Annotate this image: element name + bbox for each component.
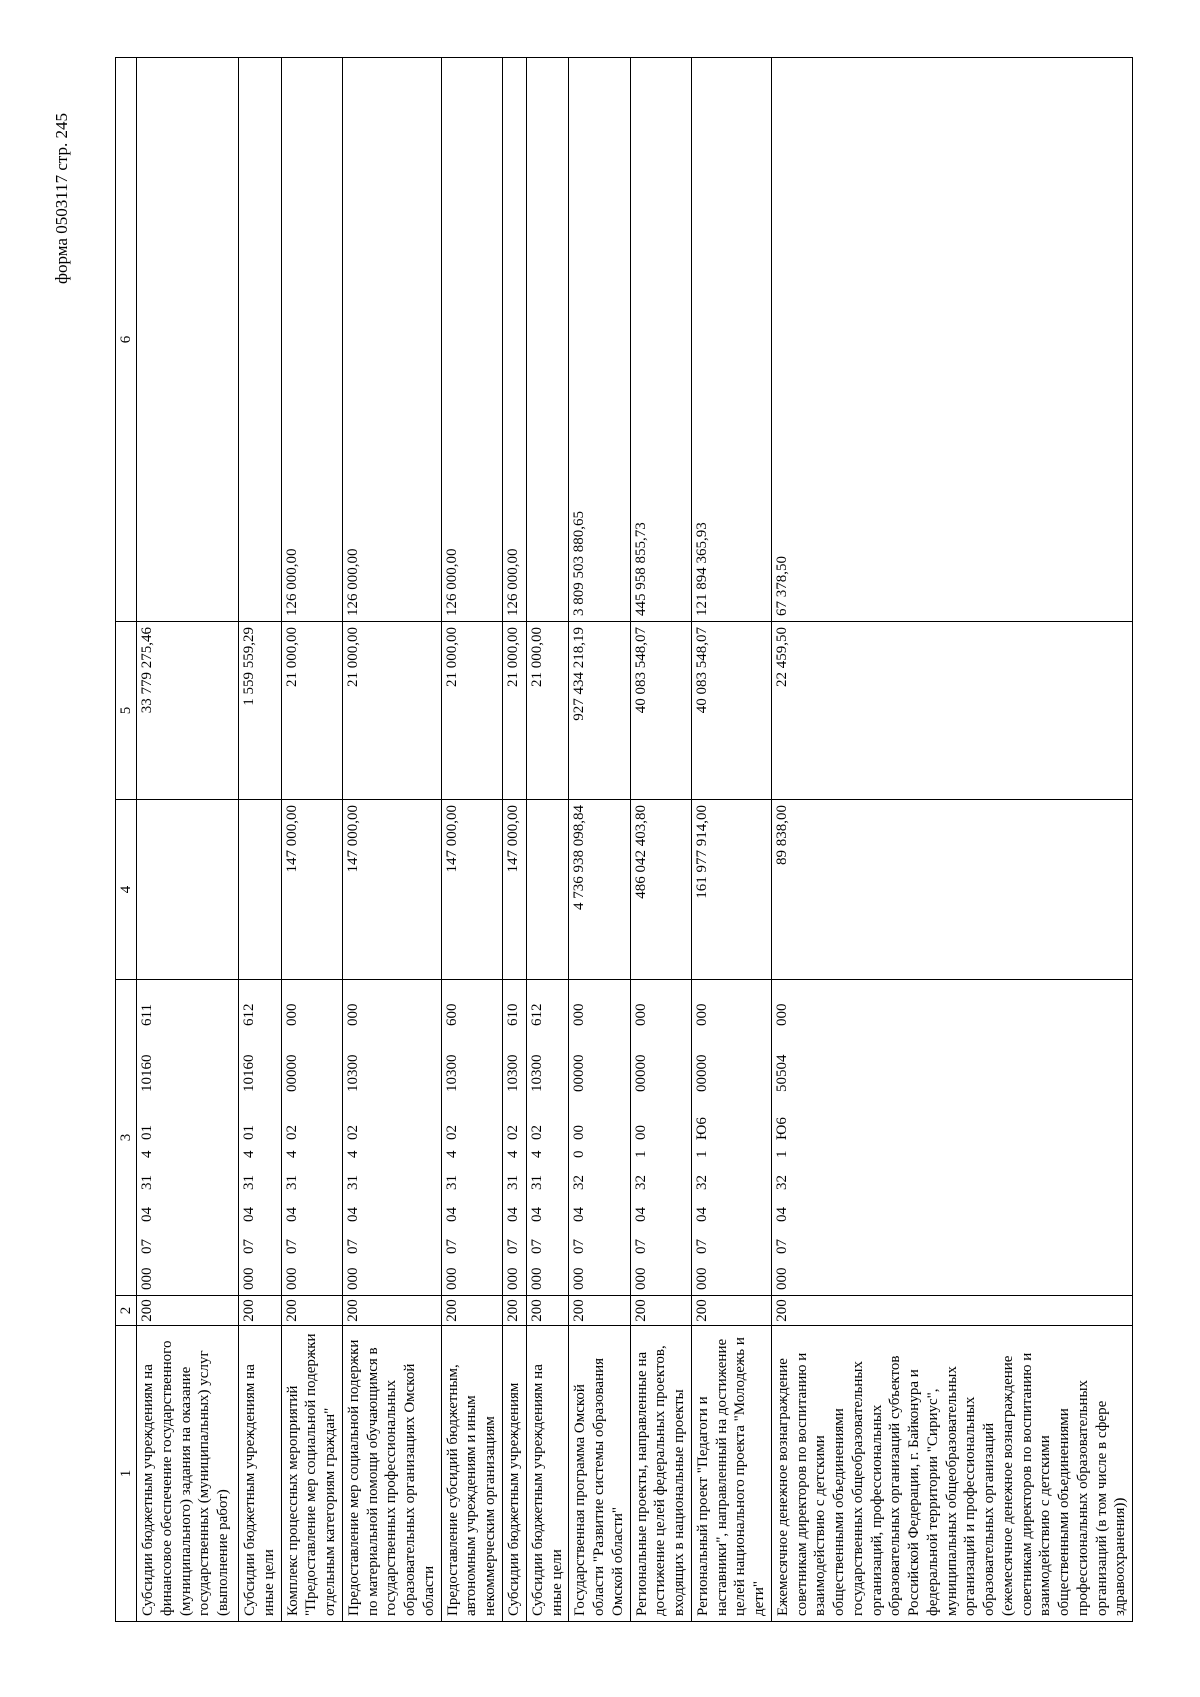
col-header: 5: [116, 622, 137, 800]
code-segment: 4: [344, 1150, 361, 1158]
line-code: 200: [342, 1296, 441, 1326]
code-segment: 04: [632, 1207, 649, 1222]
code-parts: [571, 985, 588, 1290]
code-segment: 31: [241, 1175, 257, 1190]
code-segment: 000: [504, 1267, 521, 1290]
code-segment: 000: [773, 1003, 790, 1026]
line-code: 200: [526, 1296, 569, 1326]
code-parts: [241, 985, 258, 1290]
code-segment: 4: [139, 1150, 155, 1158]
code-segment: 02: [283, 1125, 300, 1140]
col-header: 3: [116, 980, 137, 1296]
budget-classification-code: [771, 980, 1132, 1296]
code-segment: 04: [504, 1207, 521, 1222]
code-segment: 31: [504, 1175, 521, 1190]
code-segment: 31: [139, 1175, 155, 1190]
code-segment: 04: [693, 1207, 710, 1222]
approved-amount: 147 000,00: [281, 800, 342, 980]
line-code: 200: [239, 1296, 282, 1326]
line-code: 200: [502, 1296, 526, 1326]
code-segment: 00: [571, 1125, 588, 1140]
table-row: [137, 58, 239, 1622]
budget-classification-code: [281, 980, 342, 1296]
code-segment: 10300: [443, 1054, 460, 1092]
code-segment: 07: [443, 1239, 460, 1254]
code-segment: 02: [504, 1125, 521, 1140]
code-segment: 07: [283, 1239, 300, 1254]
code-segment: 00000: [632, 1054, 649, 1092]
code-segment: 000: [571, 1267, 588, 1290]
executed-amount: 40 083 548,07: [691, 622, 771, 800]
code-segment: 02: [528, 1125, 545, 1140]
col-header: 6: [116, 58, 137, 622]
code-segment: 32: [693, 1175, 710, 1190]
unexecuted-amount: 126 000,00: [281, 58, 342, 622]
unexecuted-amount: 67 378,50: [771, 58, 1132, 622]
budget-classification-code: [441, 980, 502, 1296]
code-segment: 31: [443, 1175, 460, 1190]
form-page-label: форма 0503117 стр. 245: [52, 113, 71, 284]
code-segment: 4: [241, 1150, 257, 1158]
code-segment: 04: [241, 1207, 257, 1222]
code-segment: 32: [773, 1175, 790, 1190]
table-row: [771, 58, 1132, 1622]
code-segment: 07: [632, 1239, 649, 1254]
budget-classification-code: [526, 980, 569, 1296]
table-row: [239, 58, 282, 1622]
code-parts: [444, 985, 461, 1290]
row-name: Комплекс процессных мероприятий "Предоставление мер социальной подержки отдельным категориям граждан": [281, 1326, 342, 1622]
code-segment: 10160: [241, 1054, 257, 1092]
row-name: Субсидии бюджетным учреждениям: [502, 1326, 526, 1622]
code-segment: 31: [528, 1175, 545, 1190]
code-segment: 000: [693, 1003, 710, 1026]
unexecuted-amount: 121 894 365,93: [691, 58, 771, 622]
code-segment: 07: [241, 1239, 257, 1254]
executed-amount: 1 559 559,29: [239, 622, 282, 800]
unexecuted-amount: [239, 58, 282, 622]
approved-amount: [239, 800, 282, 980]
code-segment: 07: [571, 1239, 588, 1254]
code-segment: 4: [528, 1150, 545, 1158]
executed-amount: 21 000,00: [342, 622, 441, 800]
code-parts: [505, 985, 522, 1290]
code-segment: 31: [344, 1175, 361, 1190]
code-segment: Ю6: [773, 1117, 790, 1140]
executed-amount: 33 779 275,46: [137, 622, 239, 800]
code-parts: [284, 985, 301, 1290]
line-code: 200: [630, 1296, 691, 1326]
code-segment: 4: [443, 1150, 460, 1158]
approved-amount: 4 736 938 098,84: [569, 800, 630, 980]
unexecuted-amount: 3 809 503 880,65: [569, 58, 630, 622]
code-segment: 000: [283, 1267, 300, 1290]
code-parts: [694, 985, 711, 1290]
code-segment: 32: [571, 1175, 588, 1190]
budget-classification-code: [239, 980, 282, 1296]
code-segment: 00000: [571, 1054, 588, 1092]
table-row: [569, 58, 630, 1622]
row-name: Региональный проект "Педагоги и наставники", направленный на достижение целей национального проекта "Молодежь и дети": [691, 1326, 771, 1622]
code-segment: 000: [773, 1267, 790, 1290]
col-header: 2: [116, 1296, 137, 1326]
executed-amount: 22 459,50: [771, 622, 1132, 800]
table-row: [441, 58, 502, 1622]
unexecuted-amount: 126 000,00: [502, 58, 526, 622]
code-segment: 612: [241, 1003, 257, 1026]
code-parts: [345, 985, 362, 1290]
code-segment: Ю6: [693, 1117, 710, 1140]
code-segment: 10300: [504, 1054, 521, 1092]
col-header: 4: [116, 800, 137, 980]
code-segment: 31: [283, 1175, 300, 1190]
table-row: [342, 58, 441, 1622]
code-segment: 000: [344, 1003, 361, 1026]
code-segment: 32: [632, 1175, 649, 1190]
code-segment: 612: [528, 1003, 545, 1026]
code-segment: 04: [344, 1207, 361, 1222]
approved-amount: 147 000,00: [502, 800, 526, 980]
code-segment: 4: [504, 1150, 521, 1158]
code-segment: 000: [443, 1267, 460, 1290]
code-segment: 02: [344, 1125, 361, 1140]
code-segment: 10160: [139, 1054, 155, 1092]
executed-amount: 21 000,00: [441, 622, 502, 800]
budget-classification-code: [137, 980, 239, 1296]
col-header: 1: [116, 1326, 137, 1622]
row-name: Региональные проекты, направленные на достижение целей федеральных проектов, входящих в национальные проекты: [630, 1326, 691, 1622]
table-row: [691, 58, 771, 1622]
code-parts: [633, 985, 650, 1290]
table-header-row: [116, 58, 137, 1622]
table-row: [630, 58, 691, 1622]
code-segment: 02: [443, 1125, 460, 1140]
code-segment: 00000: [283, 1054, 300, 1092]
code-segment: 000: [571, 1003, 588, 1026]
approved-amount: 147 000,00: [441, 800, 502, 980]
executed-amount: 927 434 218,19: [569, 622, 630, 800]
line-code: 200: [691, 1296, 771, 1326]
code-segment: 1: [632, 1150, 649, 1158]
code-segment: 0: [571, 1150, 588, 1158]
row-name: Предоставление мер социальной подержки по материальной помощи обучающимся в государственных профессиональных образовательных организациях Омской области: [342, 1326, 441, 1622]
code-segment: 000: [283, 1003, 300, 1026]
budget-classification-code: [691, 980, 771, 1296]
code-parts: [529, 985, 546, 1290]
code-segment: 4: [283, 1150, 300, 1158]
approved-amount: 161 977 914,00: [691, 800, 771, 980]
row-name: Субсидии бюджетным учреждениям на финансовое обеспечение государственного (муниципального) задания на оказание государственных (муниципальных) услуг (выполнение работ): [137, 1326, 239, 1622]
code-segment: 600: [443, 1003, 460, 1026]
line-code: 200: [771, 1296, 1132, 1326]
code-segment: 01: [139, 1125, 155, 1140]
code-segment: 04: [443, 1207, 460, 1222]
code-segment: 04: [773, 1207, 790, 1222]
code-segment: 610: [504, 1003, 521, 1026]
code-parts: [139, 985, 156, 1290]
table-row: [502, 58, 526, 1622]
budget-classification-code: [569, 980, 630, 1296]
code-segment: 00: [632, 1125, 649, 1140]
table-body: [137, 58, 1133, 1622]
budget-classification-code: [630, 980, 691, 1296]
code-segment: 1: [693, 1150, 710, 1158]
code-segment: 000: [693, 1267, 710, 1290]
code-segment: 07: [504, 1239, 521, 1254]
budget-classification-code: [502, 980, 526, 1296]
approved-amount: 89 838,00: [771, 800, 1132, 980]
code-segment: 50504: [773, 1054, 790, 1092]
row-name: Ежемесячное денежное вознаграждение советникам директоров по воспитанию и взаимодействию с детскими общественными объединениями государственных общеобразовательных организаций, профессиональных образовательных организаций субъектов Российской Федерации, г. Байконура и федеральной территории "Сириус", муниципальных общеобразовательных организаций и профессиональных образовательных организаций (ежемесячное денежное вознаграждение советникам директоров по воспитанию и взаимодействию с детскими общественными объединениями профессиональных образовательных организаций (в том числе в сфере здравоохранения)): [771, 1326, 1132, 1622]
code-segment: 10300: [528, 1054, 545, 1092]
rotated-table-container: [115, 58, 1129, 1622]
code-segment: 04: [139, 1207, 155, 1222]
approved-amount: 147 000,00: [342, 800, 441, 980]
row-name: Государственная программа Омской области "Развитие системы образования Омской области": [569, 1326, 630, 1622]
executed-amount: 21 000,00: [526, 622, 569, 800]
approved-amount: 486 042 403,80: [630, 800, 691, 980]
code-segment: 04: [283, 1207, 300, 1222]
code-segment: 611: [139, 1004, 155, 1026]
unexecuted-amount: [137, 58, 239, 622]
executed-amount: 21 000,00: [281, 622, 342, 800]
page-header: [51, 44, 73, 284]
code-segment: 01: [241, 1125, 257, 1140]
code-segment: 1: [773, 1150, 790, 1158]
code-segment: 000: [139, 1267, 155, 1290]
code-segment: 10300: [344, 1054, 361, 1092]
budget-classification-code: [342, 980, 441, 1296]
code-segment: 000: [632, 1267, 649, 1290]
executed-amount: 21 000,00: [502, 622, 526, 800]
line-code: 200: [137, 1296, 239, 1326]
line-code: 200: [569, 1296, 630, 1326]
row-name: Субсидии бюджетным учреждениям на иные цели: [526, 1326, 569, 1622]
code-segment: 000: [528, 1267, 545, 1290]
unexecuted-amount: 126 000,00: [441, 58, 502, 622]
approved-amount: [526, 800, 569, 980]
unexecuted-amount: 126 000,00: [342, 58, 441, 622]
executed-amount: 40 083 548,07: [630, 622, 691, 800]
code-segment: 07: [139, 1239, 155, 1254]
line-code: 200: [281, 1296, 342, 1326]
unexecuted-amount: 445 958 855,73: [630, 58, 691, 622]
code-segment: 04: [571, 1207, 588, 1222]
code-segment: 000: [632, 1003, 649, 1026]
unexecuted-amount: [526, 58, 569, 622]
code-segment: 000: [344, 1267, 361, 1290]
code-parts: [774, 985, 791, 1290]
table-row: [526, 58, 569, 1622]
code-segment: 000: [241, 1267, 257, 1290]
table-row: [281, 58, 342, 1622]
code-segment: 00000: [693, 1054, 710, 1092]
line-code: 200: [441, 1296, 502, 1326]
budget-table: [115, 57, 1133, 1622]
code-segment: 07: [344, 1239, 361, 1254]
code-segment: 07: [693, 1239, 710, 1254]
code-segment: 07: [528, 1239, 545, 1254]
approved-amount: [137, 800, 239, 980]
code-segment: 07: [773, 1239, 790, 1254]
row-name: Предоставление субсидий бюджетным, автономным учреждениям и иным некоммерческим организациям: [441, 1326, 502, 1622]
row-name: Субсидии бюджетным учреждениям на иные цели: [239, 1326, 282, 1622]
code-segment: 04: [528, 1207, 545, 1222]
